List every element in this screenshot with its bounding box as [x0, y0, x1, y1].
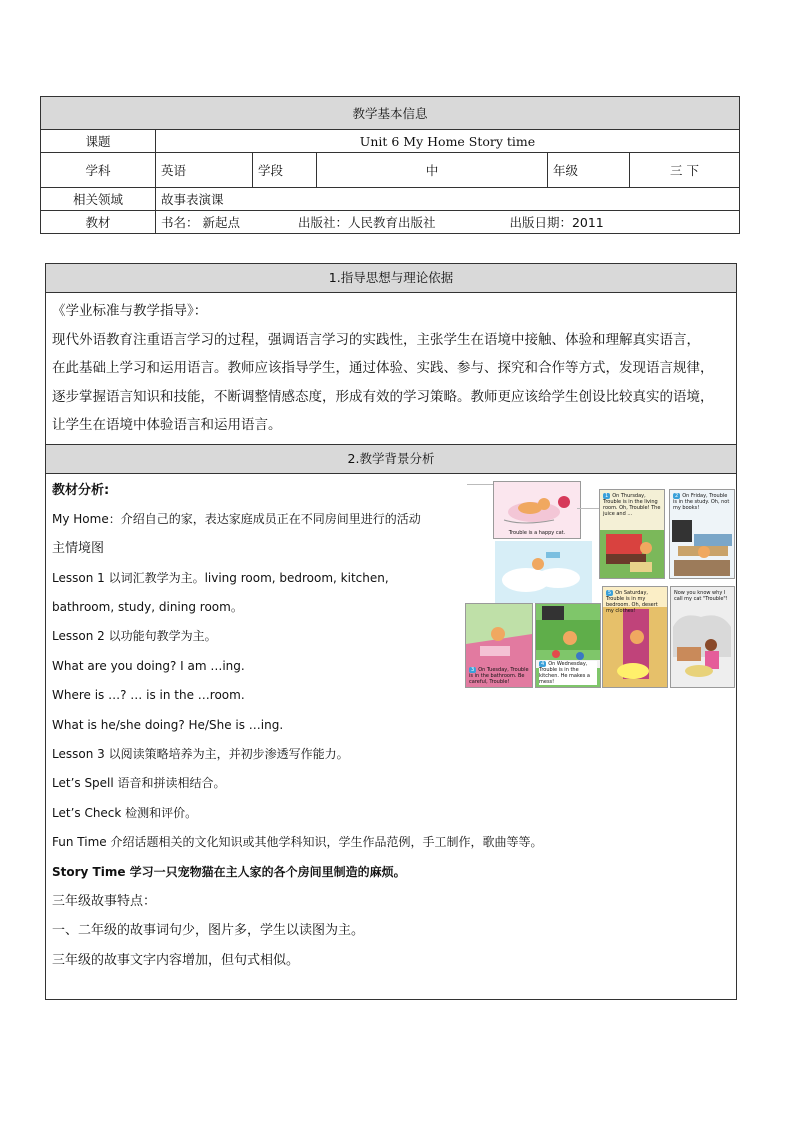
caption-intro: Trouble is a happy cat.	[508, 530, 566, 536]
section2-line: Lesson 3 以阅读策略培养为主，并初步渗透写作能力。	[52, 747, 349, 762]
comic-panel-thursday	[599, 489, 665, 579]
course-label: 课题	[41, 130, 156, 153]
comic-panel-saturday	[602, 586, 668, 688]
section2-line: What is he/she doing? He/She is …ing.	[52, 717, 284, 732]
section1-line: 在此基础上学习和运用语言。教师应该指导学生，通过体验、实践、参与、探究和合作等方式，发现语言规律，	[52, 360, 714, 376]
subject-value: 英语	[156, 153, 253, 188]
caption-wednesday: On Wednesday, Trouble is in the kitchen. He makes a mess!	[539, 661, 590, 685]
panel-number: 1	[605, 493, 609, 499]
section2-line: Lesson 2 以功能句教学为主。	[52, 629, 217, 644]
stage-label: 学段	[253, 153, 317, 188]
textbook-label: 教材	[41, 211, 156, 234]
stage-value: 中	[317, 153, 548, 188]
panel-number: 4	[541, 661, 545, 667]
comic-panel-friday	[669, 489, 735, 579]
caption-saturday-wrap	[606, 590, 664, 614]
section1-line: 逐步掌握语言知识和技能，不断调整情感态度，形成有效的学习策略。教师更应该给学生创设比较真实的语境，	[52, 388, 714, 405]
section2-line: My Home：介绍自己的家，表达家庭成员正在不同房间里进行的活动	[52, 511, 421, 526]
subject-label: 学科	[41, 153, 156, 188]
girl-and-cat-illustration	[671, 587, 734, 687]
section2-line: Fun Time 介绍话题相关的文化知识或其他学科知识，学生作品范例，手工制作，歌曲等等。	[52, 835, 543, 850]
section2-line: bathroom, study, dining room。	[52, 600, 243, 615]
caption-friday-wrap	[673, 493, 731, 511]
section1-line: 让学生在语境中体验语言和运用语言。	[52, 417, 282, 433]
section2-header: 2.教学背景分析	[46, 444, 736, 474]
info-table-header: 教学基本信息	[41, 97, 740, 130]
material-analysis-heading: 教材分析:	[52, 482, 110, 498]
caption-tuesday-wrap	[469, 667, 529, 685]
publish-date: 出版日期：2011	[509, 215, 604, 230]
comic-panel-tuesday	[465, 603, 533, 688]
panel-number: 2	[675, 493, 679, 499]
cat-bath-illustration	[496, 542, 591, 602]
section1-body	[46, 293, 736, 444]
panel-number: 3	[471, 667, 475, 673]
caption-thursday: On Thursday, Trouble is in the living room. Oh, Trouble! The juice and ...	[603, 493, 661, 517]
section2-line: Lesson 1 以词汇教学为主。living room, bedroom, kitchen,	[52, 570, 389, 585]
field-value: 故事表演课	[156, 188, 740, 211]
panel-number: 5	[608, 590, 612, 596]
caption-thursday-wrap	[603, 493, 661, 517]
section2-line: Where is …? … is in the …room.	[52, 688, 245, 703]
basic-info-table	[40, 96, 740, 234]
comic-divider-line	[577, 508, 599, 509]
section2-line: 主情境图	[52, 541, 105, 557]
section1-header: 1.指导思想与理论依据	[46, 264, 736, 293]
section2-line: What are you doing? I am …ing.	[52, 658, 245, 673]
caption-ending: Now you know why I call my cat "Trouble"!	[674, 590, 728, 602]
caption-friday: On Friday, Trouble is in the study. Oh, not my books!	[673, 493, 730, 511]
section2-line: 三年级故事特点：	[52, 893, 157, 909]
section2-line: Let’s Spell 语音和拼读相结合。	[52, 776, 226, 791]
comic-panel-ending	[670, 586, 735, 688]
course-value: Unit 6 My Home Story time	[156, 130, 740, 153]
publisher: 出版社：人民教育出版社	[297, 215, 436, 230]
caption-saturday: On Saturday, Trouble is in my bedroom. Oh, desert my clothes!	[606, 590, 658, 614]
section2-line: 一、二年级的故事词句少，图片多，学生以读图为主。	[52, 923, 365, 939]
grade-value: 三 下	[630, 153, 740, 188]
comic-panel-wednesday	[535, 603, 601, 688]
section2-line: 三年级的故事文字内容增加，但句式相似。	[52, 952, 300, 968]
field-label: 相关领域	[41, 188, 156, 211]
grade-label: 年级	[548, 153, 630, 188]
section1-line: 《学业标准与教学指导》：	[52, 303, 208, 319]
story-time-line: Story Time 学习一只宠物猫在主人家的各个房间里制造的麻烦。	[52, 864, 406, 879]
comic-panel-bath	[495, 541, 592, 603]
caption-tuesday: On Tuesday, Trouble is in the bathroom. Be careful, Trouble!	[469, 667, 529, 685]
section1-line: 现代外语教育注重语言学习的过程，强调语言学习的实践性，主张学生在语境中接触、体验和理解真实语言，	[52, 331, 700, 348]
textbook-details	[156, 211, 740, 234]
section2-line: Let’s Check 检测和评价。	[52, 805, 198, 820]
comic-divider-line	[467, 484, 493, 485]
comic-panel-intro	[493, 481, 581, 539]
caption-wednesday-wrap	[539, 661, 597, 685]
book-name: 书名： 新起点	[161, 215, 240, 230]
